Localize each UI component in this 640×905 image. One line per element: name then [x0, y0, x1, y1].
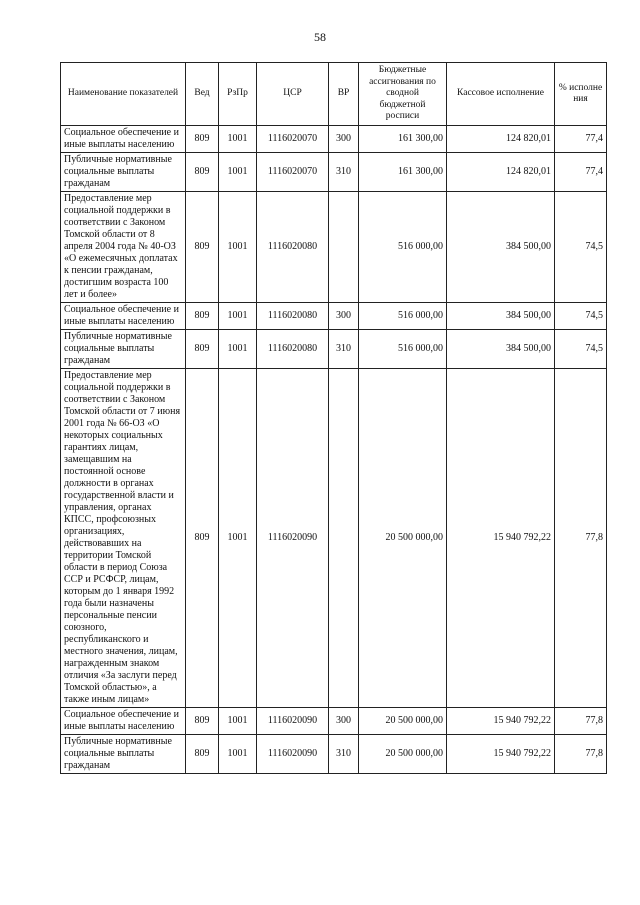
- column-header-name: Наименование показателей: [61, 63, 186, 126]
- table-row: [61, 708, 607, 735]
- table-row: [61, 369, 607, 708]
- column-header-ved: Вед: [186, 63, 219, 126]
- cell-vr: 310: [329, 735, 359, 774]
- cell-name: Предоставление мер социальной поддержки в соответствии с Законом Томской области от 7 июня 2001 года № 66-ОЗ «О некоторых социальных гарантиях лицам, замещавшим на постоянной основе должности в органах государственной власти и управления, органах КПСС, профсоюзных организациях, действовавших на территории Томской области в период Союза ССР и РСФСР, лицам, которым до 1 января 1992 года были назначены персональные пенсии союзного, республиканского и местного значения, лицам, награжденным знаком отличия «За заслуги перед Томской областью», а также иным лицам»: [61, 369, 186, 708]
- cell-cash: 124 820,01: [447, 153, 555, 192]
- table-row: [61, 153, 607, 192]
- column-header-budget: Бюджетные ассигнования по сводной бюджетной росписи: [359, 63, 447, 126]
- cell-percent: 74,5: [555, 303, 607, 330]
- cell-budget: 20 500 000,00: [359, 735, 447, 774]
- cell-rzpr: 1001: [219, 153, 257, 192]
- column-header-vr: ВР: [329, 63, 359, 126]
- cell-ved: 809: [186, 330, 219, 369]
- cell-rzpr: 1001: [219, 303, 257, 330]
- cell-name: Публичные нормативные социальные выплаты гражданам: [61, 153, 186, 192]
- table-row: [61, 330, 607, 369]
- cell-ved: 809: [186, 126, 219, 153]
- cell-percent: 74,5: [555, 192, 607, 303]
- cell-rzpr: 1001: [219, 330, 257, 369]
- cell-cash: 15 940 792,22: [447, 735, 555, 774]
- cell-rzpr: 1001: [219, 735, 257, 774]
- cell-csr: 1116020090: [257, 735, 329, 774]
- cell-budget: 516 000,00: [359, 303, 447, 330]
- cell-ved: 809: [186, 369, 219, 708]
- cell-rzpr: 1001: [219, 369, 257, 708]
- cell-csr: 1116020080: [257, 330, 329, 369]
- table-row: [61, 735, 607, 774]
- cell-vr: [329, 192, 359, 303]
- cell-name: Социальное обеспечение и иные выплаты населению: [61, 708, 186, 735]
- cell-cash: 384 500,00: [447, 303, 555, 330]
- cell-name: Публичные нормативные социальные выплаты гражданам: [61, 330, 186, 369]
- cell-vr: 300: [329, 708, 359, 735]
- cell-cash: 15 940 792,22: [447, 369, 555, 708]
- cell-percent: 77,8: [555, 708, 607, 735]
- cell-budget: 516 000,00: [359, 192, 447, 303]
- cell-budget: 161 300,00: [359, 153, 447, 192]
- cell-csr: 1116020080: [257, 303, 329, 330]
- column-header-csr: ЦСР: [257, 63, 329, 126]
- cell-percent: 77,4: [555, 153, 607, 192]
- cell-name: Социальное обеспечение и иные выплаты населению: [61, 126, 186, 153]
- cell-vr: [329, 369, 359, 708]
- cell-ved: 809: [186, 708, 219, 735]
- cell-vr: 300: [329, 303, 359, 330]
- cell-cash: 384 500,00: [447, 192, 555, 303]
- cell-rzpr: 1001: [219, 708, 257, 735]
- cell-percent: 77,8: [555, 369, 607, 708]
- cell-budget: 20 500 000,00: [359, 708, 447, 735]
- page-number: 58: [314, 30, 326, 44]
- cell-percent: 74,5: [555, 330, 607, 369]
- cell-vr: 310: [329, 330, 359, 369]
- cell-percent: 77,4: [555, 126, 607, 153]
- cell-name: Предоставление мер социальной поддержки в соответствии с Законом Томской области от 8 апреля 2004 года № 40-ОЗ «О ежемесячных доплатах к пенсии гражданам, достигшим возраста 100 лет и более»: [61, 192, 186, 303]
- cell-csr: 1116020080: [257, 192, 329, 303]
- table-row: [61, 192, 607, 303]
- column-header-cash: Кассовое исполнение: [447, 63, 555, 126]
- cell-ved: 809: [186, 153, 219, 192]
- cell-rzpr: 1001: [219, 126, 257, 153]
- cell-cash: 124 820,01: [447, 126, 555, 153]
- cell-name: Публичные нормативные социальные выплаты гражданам: [61, 735, 186, 774]
- table-row: [61, 126, 607, 153]
- cell-csr: 1116020070: [257, 126, 329, 153]
- cell-vr: 310: [329, 153, 359, 192]
- cell-vr: 300: [329, 126, 359, 153]
- cell-csr: 1116020070: [257, 153, 329, 192]
- cell-ved: 809: [186, 735, 219, 774]
- cell-csr: 1116020090: [257, 708, 329, 735]
- cell-cash: 384 500,00: [447, 330, 555, 369]
- cell-budget: 20 500 000,00: [359, 369, 447, 708]
- cell-ved: 809: [186, 303, 219, 330]
- cell-ved: 809: [186, 192, 219, 303]
- budget-execution-table: [60, 62, 607, 774]
- cell-name: Социальное обеспечение и иные выплаты населению: [61, 303, 186, 330]
- column-header-rzpr: РзПр: [219, 63, 257, 126]
- cell-budget: 516 000,00: [359, 330, 447, 369]
- cell-rzpr: 1001: [219, 192, 257, 303]
- cell-budget: 161 300,00: [359, 126, 447, 153]
- table-header-row: [61, 63, 607, 126]
- column-header-percent: % исполне ния: [555, 63, 607, 126]
- table-row: [61, 303, 607, 330]
- cell-csr: 1116020090: [257, 369, 329, 708]
- cell-cash: 15 940 792,22: [447, 708, 555, 735]
- cell-percent: 77,8: [555, 735, 607, 774]
